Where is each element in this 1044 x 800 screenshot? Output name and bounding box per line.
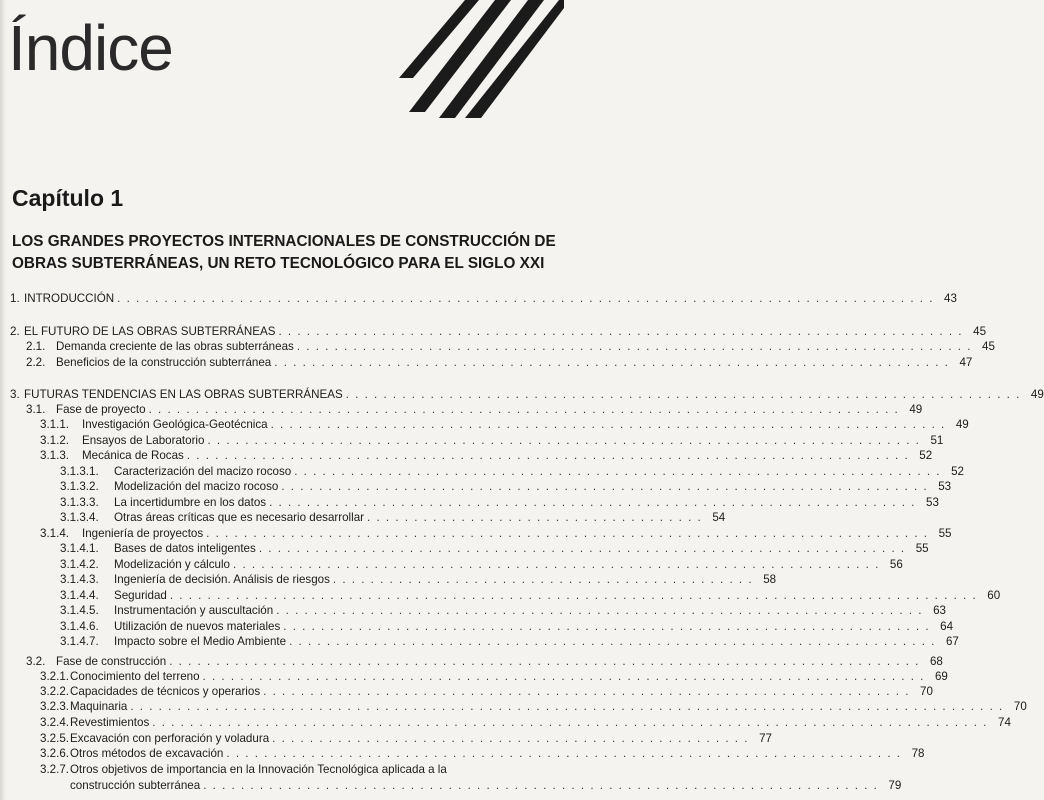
toc-entry[interactable] — [60, 465, 964, 479]
toc-page-number: 79 — [888, 779, 902, 792]
toc-number: 2.1. — [26, 340, 46, 353]
toc-page-number: 70 — [1013, 700, 1027, 713]
toc-number: 3.1.4.7. — [60, 635, 99, 648]
toc-title: Conocimiento del terreno — [70, 670, 200, 683]
toc-entry[interactable] — [40, 716, 1011, 730]
toc-number: 3.1.3.1. — [60, 465, 99, 478]
toc-number: 3.1. — [26, 403, 46, 416]
toc-leader: . . . . . . . . . . . . . . . . . . . . . . . . . . . . . . . . . . . . . . . . . . . . . . . . . . . . . . . . . . . . . . . . . . . . . . . . — [274, 356, 950, 369]
toc-entry[interactable] — [40, 434, 944, 448]
toc-entry[interactable] — [40, 670, 948, 684]
toc-title: Instrumentación y auscultación — [114, 604, 274, 617]
toc-title: Impacto sobre el Medio Ambiente — [114, 635, 287, 648]
toc-entry[interactable] — [26, 340, 995, 354]
toc-entry[interactable] — [40, 685, 933, 699]
toc-page-number: 51 — [930, 434, 944, 447]
toc-page-number: 49 — [955, 418, 969, 431]
toc-leader: . . . . . . . . . . . . . . . . . . . . . . . . . . . . . . . . . . . . . . . . . . . . . . . . . . . . . . . . . . . . . . . . . . . . . . . . — [345, 388, 1021, 401]
toc-leader: . . . . . . . . . . . . . . . . . . . . . . . . . . . . . . . . . . . . . . . . . . . . . . . . . . . . . . . . . . . . . . . . . . . . . . . . . . . . . — [202, 670, 925, 683]
toc-leader: . . . . . . . . . . . . . . . . . . . . . . . . . . . . . . . . . . . . . . . . . . . . . . . . . . . — [272, 732, 749, 745]
toc-leader: . . . . . . . . . . . . . . . . . . . . . . . . . . . . . . . . . . . . . . . . . . . . . . . . . . . . . . . . . . . . . . . . . . . . . . . . — [226, 747, 902, 760]
toc-leader: . . . . . . . . . . . . . . . . . . . . . . . . . . . . . . . . . . . . . . . . . . . . . . . . . . . . . . . . . . . . . . . . . . . . . — [281, 480, 929, 493]
toc-number: 2. — [10, 325, 20, 338]
toc-number: 3.1.3.4. — [60, 511, 99, 524]
toc-title: Caracterización del macizo rocoso — [114, 465, 292, 478]
toc-title: La incertidumbre en los datos — [114, 496, 267, 509]
toc-title: Ingeniería de proyectos — [82, 527, 204, 540]
toc-entry[interactable] — [26, 403, 923, 417]
toc-leader: . . . . . . . . . . . . . . . . . . . . . . . . . . . . . . . . . . . . . . . . . . . . . . . . . . . . . . . . . . . . . . . . . . . . . — [233, 558, 880, 571]
toc-page-number: 55 — [938, 527, 952, 540]
toc-leader: . . . . . . . . . . . . . . . . . . . . . . . . . . . . . . . . . . . . . . . . . . . . . . . . . . . . . . . . . . . . . . . . . . . . . — [258, 542, 906, 555]
toc-number: 3.1.3.3. — [60, 496, 99, 509]
toc-leader: . . . . . . . . . . . . . . . . . . . . . . . . . . . . . . . . . . . . . . . . . . . . . . . . . . . . . . . . . . . . . . . . . . . . . . . . — [203, 779, 879, 792]
toc-page-number: 64 — [940, 620, 954, 633]
toc-page-number: 69 — [934, 670, 948, 683]
toc-leader: . . . . . . . . . . . . . . . . . . . . . . . . . . . . . . . . . . . . . . . . . . . . . . . . . . . . . . . . . . . . . . . . . . . . . . . . . . . . . . . . . . . . . . — [169, 589, 978, 602]
toc-number: 3.2.6. — [40, 747, 70, 760]
toc-entry[interactable] — [40, 418, 969, 432]
toc-leader: . . . . . . . . . . . . . . . . . . . . . . . . . . . . . . . . . . . . . . . . . . . . . . . . . . . . . . . . . . . . . . . . . . . . . . . . — [270, 418, 946, 431]
toc-number: 3.1.4.6. — [60, 620, 99, 633]
toc-entry[interactable] — [60, 620, 954, 634]
toc-page-number: 63 — [933, 604, 946, 617]
toc-number: 3.1.4.5. — [60, 604, 99, 617]
toc-page-number: 60 — [987, 589, 1001, 602]
toc-page-number: 43 — [944, 292, 957, 305]
toc-title: FUTURAS TENDENCIAS EN LAS OBRAS SUBTERRÁNEAS — [24, 388, 343, 401]
toc-entry[interactable] — [60, 480, 952, 494]
toc-leader: . . . . . . . . . . . . . . . . . . . . . . . . . . . . . . . . . . . . . . . . . . . . . . . . . . . . . . . . . . . . . . . . . . . . . — [294, 465, 941, 478]
toc-leader: . . . . . . . . . . . . . . . . . . . . . . . . . . . . . . . . . . . . . . . . . . . . . . . . . . . . . . . . . . . . . . . . . . . . . . . . . . . . . . . . . . . . . . . . . — [152, 716, 988, 729]
toc-number: 3.1.3.2. — [60, 480, 99, 493]
toc-title: Ensayos de Laboratorio — [82, 434, 205, 447]
toc-title: Excavación con perforación y voladura — [70, 732, 270, 745]
toc-page-number: 74 — [998, 716, 1011, 729]
chapter-label: Capítulo 1 — [12, 185, 124, 211]
toc-leader: . . . . . . . . . . . . . . . . . . . . . . . . . . . . . . . . . . . . . . . . . . . . . . . . . . . . . . . . . . . . . . . . . . . . . — [289, 635, 936, 648]
toc-number: 1. — [10, 292, 20, 305]
toc-title: EL FUTURO DE LAS OBRAS SUBTERRÁNEAS — [24, 325, 276, 338]
toc-leader: . . . . . . . . . . . . . . . . . . . . . . . . . . . . . . . . . . . . . . . . . . . . . . . . . . . . . . . . . . . . . . . . . . . . . . . . . . . . . — [206, 527, 929, 540]
toc-number: 3.2.5. — [40, 732, 70, 745]
toc-number: 3.2.3. — [40, 700, 70, 713]
toc-title: Otras áreas críticas que es necesario desarrollar — [114, 511, 365, 524]
toc-page-number: 45 — [973, 325, 987, 338]
toc-leader: . . . . . . . . . . . . . . . . . . . . . . . . . . . . . . . . . . . . . . . . . . . . . . . . . . . . . . . . . . . . . . . . . . . . . . . . . . . . . . . . — [148, 403, 900, 416]
toc-leader: . . . . . . . . . . . . . . . . . . . . . . . . . . . . . . . . . . . . . . . . . . . . . . . . . . . . . . . . . . . . . . . . . . . . . — [263, 685, 910, 698]
toc-number: 3.2.2. — [40, 685, 70, 698]
toc-page-number: 67 — [945, 635, 959, 648]
toc-page-number: 55 — [915, 542, 929, 555]
toc-leader: . . . . . . . . . . . . . . . . . . . . . . . . . . . . . . . . . . . . . . . . . . . . . . . . . . . . . . . . . . . . . . . . . . . . . . . . — [296, 340, 972, 353]
toc-entry[interactable] — [10, 388, 1044, 402]
toc-leader: . . . . . . . . . . . . . . . . . . . . . . . . . . . . . . . . . . . . . . . . . . . . . . . . . . . . . . . . . . . . . . . . . . . . . — [283, 620, 931, 633]
toc-page-number: 70 — [920, 685, 933, 698]
toc-page-number: 56 — [889, 558, 903, 571]
toc-title: Capacidades de técnicos y operarios — [70, 685, 261, 698]
toc-entry[interactable] — [60, 542, 929, 556]
toc-entry[interactable] — [40, 527, 952, 541]
toc-entry[interactable] — [40, 732, 772, 746]
toc-title: Beneficios de la construcción subterránea — [56, 356, 272, 369]
toc-entry[interactable] — [10, 292, 957, 306]
toc-leader: . . . . . . . . . . . . . . . . . . . . . . . . . . . . . . . . . . . . . . . . . . . . . . . . . . . . . . . . . . . . . . . . . . . . . . . . . — [278, 325, 964, 338]
toc-leader: . . . . . . . . . . . . . . . . . . . . . . . . . . . . . . . . . . . . . . . . . . . . . . . . . . . . . . . . . . . . . . . . . . . . . . . . . . . . — [207, 434, 921, 447]
toc-title: Otros objetivos de importancia en la Innovación Tecnológica aplicada a la — [70, 763, 447, 776]
toc-page-number: 77 — [759, 732, 772, 745]
toc-entry[interactable] — [60, 496, 939, 510]
toc-entry[interactable] — [60, 573, 777, 587]
toc-number: 3. — [10, 388, 20, 401]
toc-entry[interactable] — [40, 700, 1027, 714]
toc-title: Investigación Geológica-Geotécnica — [82, 418, 268, 431]
chapter-title-line-1: LOS GRANDES PROYECTOS INTERNACIONALES DE CONSTRUCCIÓN DE — [12, 233, 556, 250]
toc-page-number: 53 — [926, 496, 939, 509]
toc-entry[interactable] — [60, 511, 726, 525]
toc-leader: . . . . . . . . . . . . . . . . . . . . . . . . . . . . . . . . . . . . . . . . . . . . . . . . . . . . . . . . . . . . . . . . . . . . . . . . . . . . . . . . — [169, 655, 920, 668]
toc-number: 2.2. — [26, 356, 46, 369]
toc-title: Revestimientos — [70, 716, 150, 729]
toc-title: Maquinaria — [70, 700, 128, 713]
toc-entry[interactable] — [60, 604, 946, 618]
toc-page-number: 47 — [959, 356, 973, 369]
toc-title: Seguridad — [114, 589, 167, 602]
toc-number: 3.2. — [26, 655, 46, 668]
toc-number: 3.2.7. — [40, 763, 70, 776]
toc-title: Ingeniería de decisión. Análisis de riesgos — [114, 573, 330, 586]
toc-title: Mecánica de Rocas — [82, 449, 184, 462]
toc-title: Utilización de nuevos materiales — [114, 620, 281, 633]
toc-leader: . . . . . . . . . . . . . . . . . . . . . . . . . . . . . . . . . . . . . . . . . . . . . . . . . . . . . . . . . . . . . . . . . . . . . . . . . . . . . . . . . . . . . . . — [117, 292, 934, 305]
toc-page-number: 53 — [938, 480, 952, 493]
toc-entry[interactable] — [60, 558, 903, 572]
toc-number: 3.1.4.1. — [60, 542, 99, 555]
toc-title: Fase de proyecto — [56, 403, 146, 416]
page-title: Índice — [8, 12, 173, 84]
toc-number: 3.2.4. — [40, 716, 70, 729]
toc-entry[interactable] — [60, 589, 1001, 603]
toc-entry-continuation[interactable] — [70, 779, 902, 793]
toc-page-number: 78 — [911, 747, 925, 760]
toc-page-number: 68 — [929, 655, 943, 668]
toc-number: 3.1.1. — [40, 418, 70, 431]
toc-page-number: 58 — [763, 573, 777, 586]
toc-number: 3.1.4.2. — [60, 558, 99, 571]
toc-leader: . . . . . . . . . . . . . . . . . . . . . . . . . . . . . . . . . . . . . . . . . . . . . . . . . . . . . . . . . . . . . . . . . . . . . . . . . . . . . — [186, 449, 910, 462]
toc-entry[interactable] — [40, 763, 554, 777]
chapter-title-line-2: OBRAS SUBTERRÁNEAS, UN RETO TECNOLÓGICO PARA EL SIGLO XXI — [12, 255, 545, 272]
toc-leader: . . . . . . . . . . . . . . . . . . . . . . . . . . . . . . . . . . . . . . . . . . . . . — [332, 573, 754, 586]
toc-entry[interactable] — [26, 655, 943, 669]
toc-title: Fase de construcción — [56, 655, 167, 668]
toc-title: Otros métodos de excavación — [70, 747, 224, 760]
toc-leader: . . . . . . . . . . . . . . . . . . . . . . . . . . . . . . . . . . . . . . . . . . . . . . . . . . . . . . . . . . . . . . . . . . . . . . . . . . . . . . . . . . . . . . . . . . . . . — [130, 700, 1004, 713]
toc-number: 3.1.2. — [40, 434, 70, 447]
toc-entry[interactable] — [40, 449, 933, 463]
toc-leader: . . . . . . . . . . . . . . . . . . . . . . . . . . . . . . . . . . . . . . . . . . . . . . . . . . . . . . . . . . . . . . . . . . . . . — [276, 604, 923, 617]
toc-number: 3.1.3. — [40, 449, 70, 462]
toc-number: 3.1.4.3. — [60, 573, 99, 586]
toc-page-number: 52 — [919, 449, 933, 462]
toc-entry[interactable] — [26, 356, 973, 370]
toc-title: Demanda creciente de las obras subterráneas — [56, 340, 294, 353]
toc-page-number: 45 — [982, 340, 995, 353]
toc-title: Bases de datos inteligentes — [114, 542, 256, 555]
toc-leader: . . . . . . . . . . . . . . . . . . . . . . . . . . . . . . . . . . . . . . . . . . . . . . . . . . . . . . . . . . . . . . . . . . . . . — [269, 496, 916, 509]
toc-number: 3.1.4. — [40, 527, 70, 540]
toc-entry[interactable] — [60, 635, 959, 649]
toc-number: 3.2.1. — [40, 670, 70, 683]
toc-title: INTRODUCCIÓN — [24, 292, 115, 305]
toc-title: Modelización y cálculo — [114, 558, 230, 571]
toc-page-number: 52 — [951, 465, 964, 478]
toc-entry[interactable] — [10, 325, 987, 339]
toc-page-number: 49 — [909, 403, 923, 416]
toc-page-number: 54 — [712, 511, 726, 524]
toc-leader: . . . . . . . . . . . . . . . . . . . . . . . . . . . . . . . . . . . . — [367, 511, 703, 524]
toc-title: Modelización del macizo rocoso — [114, 480, 279, 493]
toc-page-number: 49 — [1030, 388, 1044, 401]
toc-entry[interactable] — [40, 747, 925, 761]
toc-number: 3.1.4.4. — [60, 589, 99, 602]
toc-title: construcción subterránea — [70, 779, 201, 792]
